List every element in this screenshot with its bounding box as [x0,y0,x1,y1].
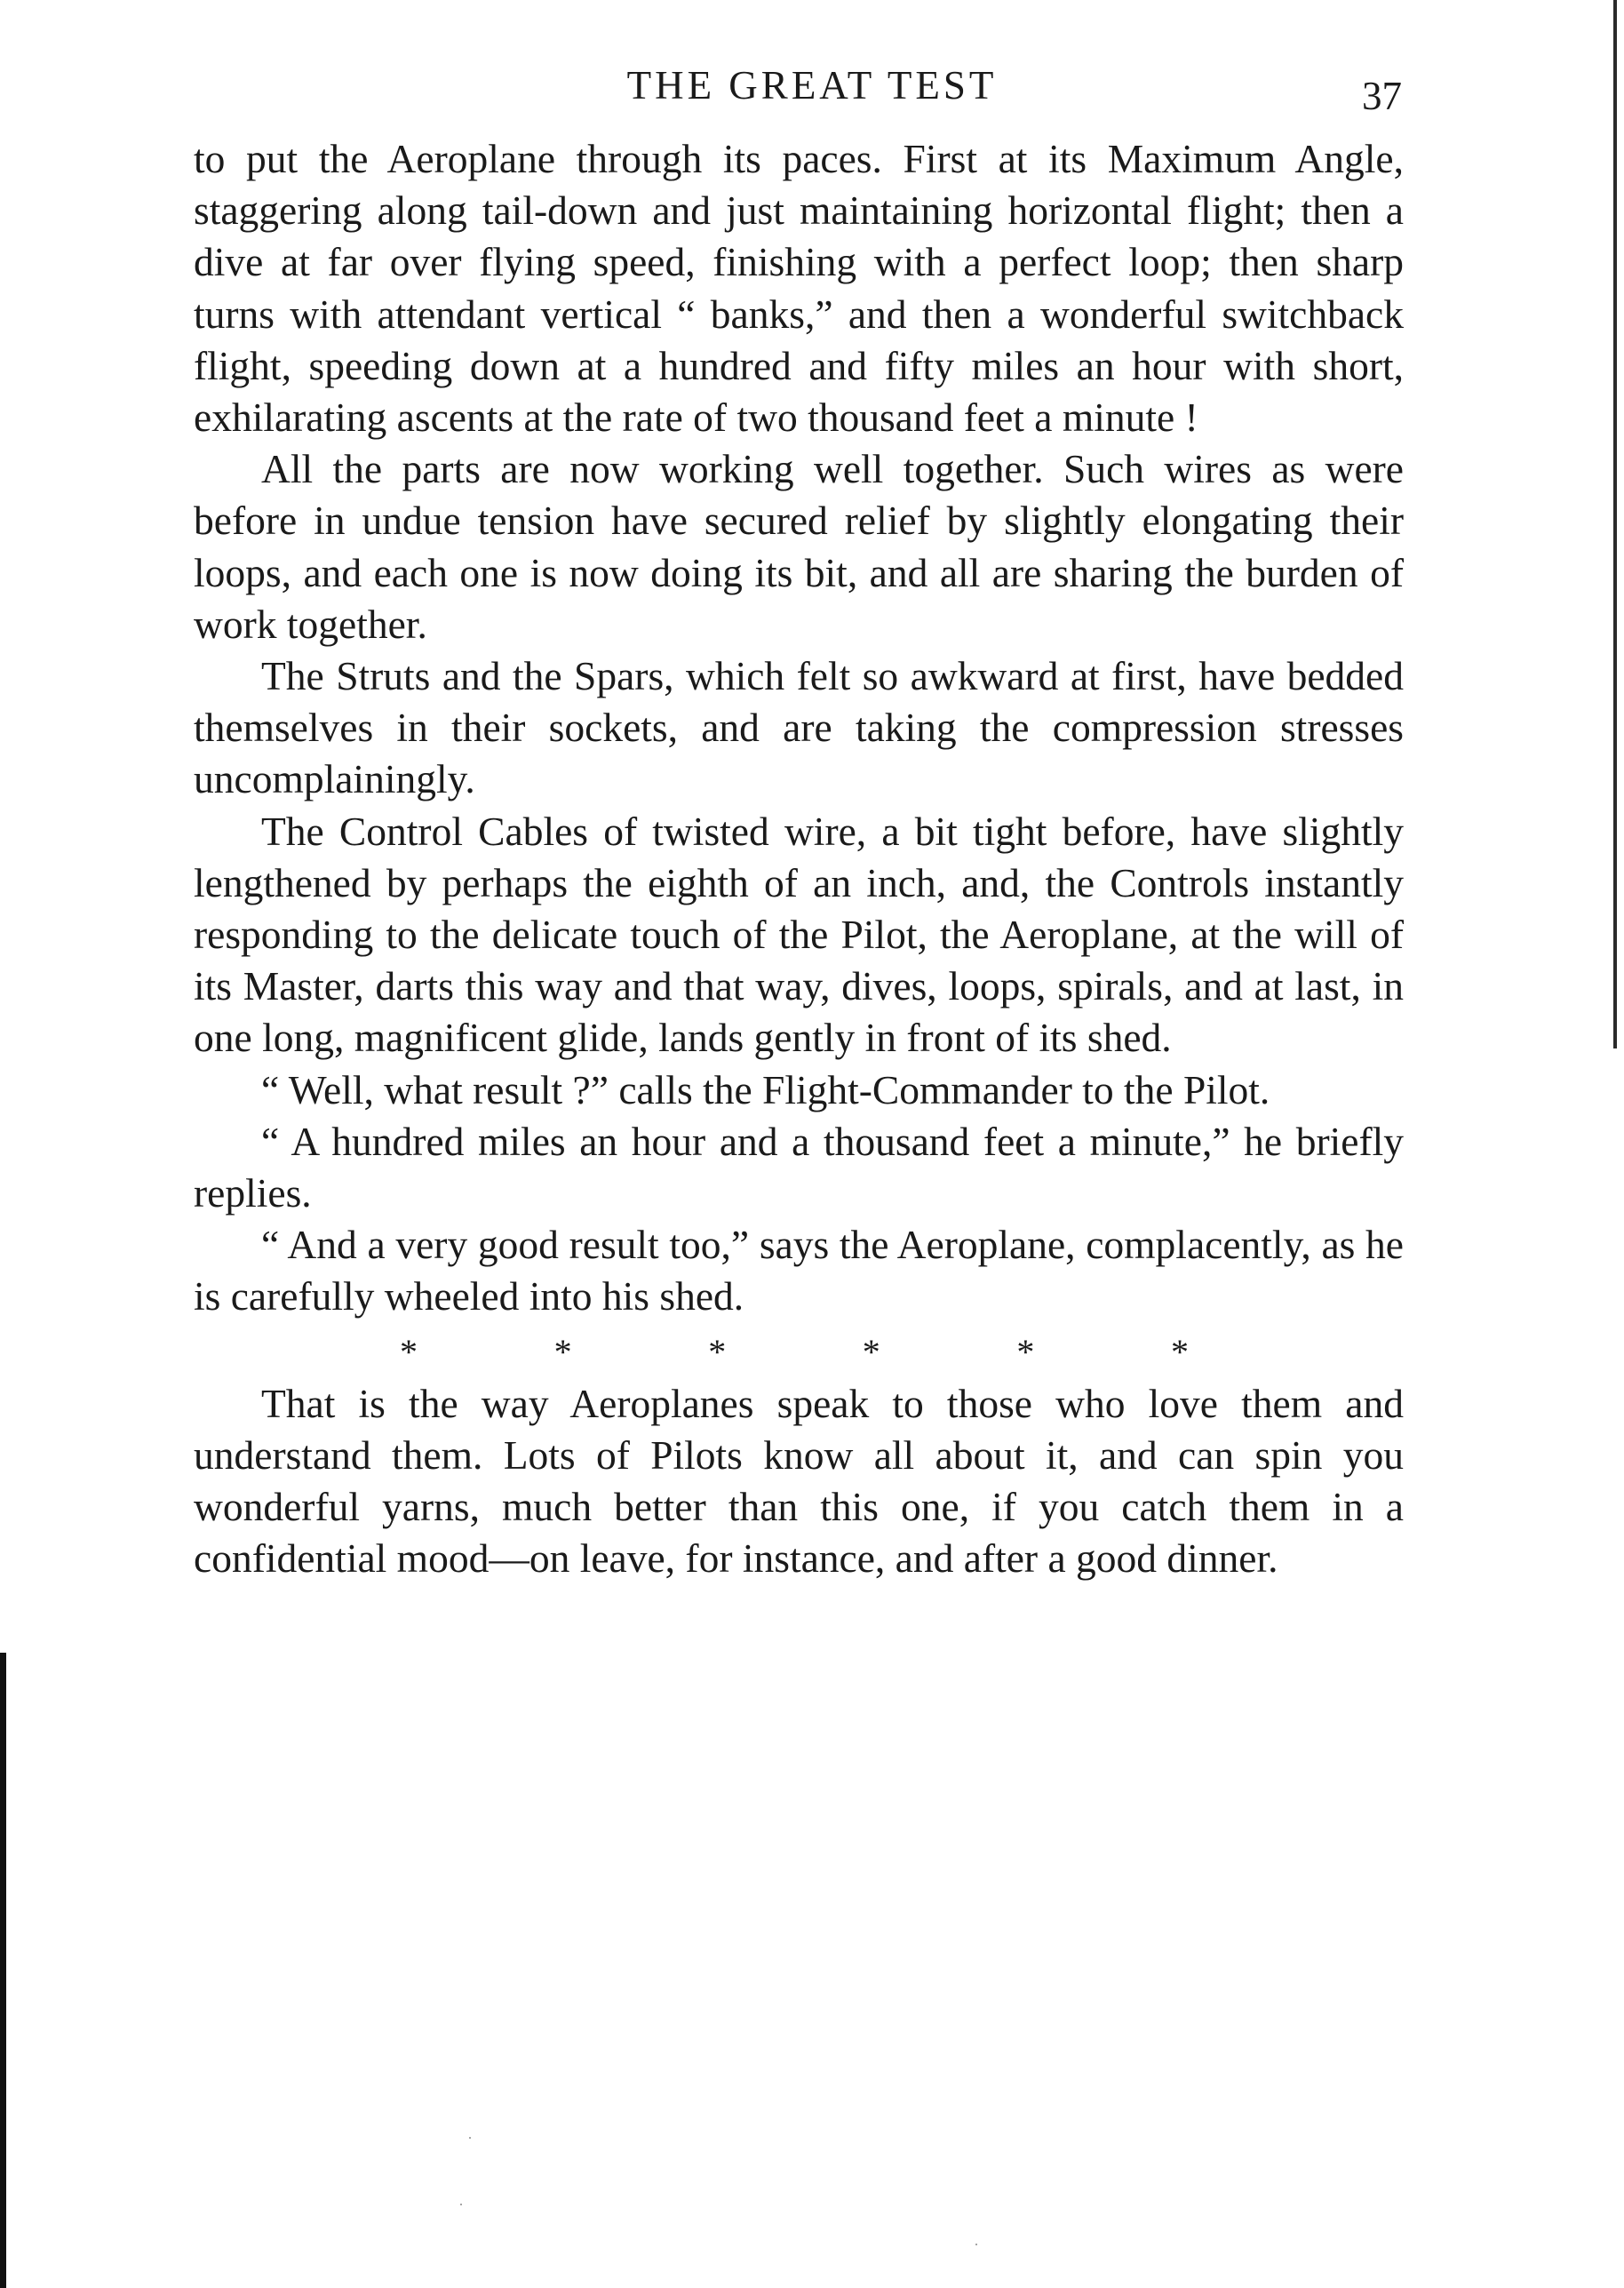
paragraph: The Struts and the Spars, which felt so awkward at first, have bedded themselves in their sockets, and are taking the compression stresses uncomplainingly. [194,653,1404,802]
paragraph: All the parts are now working well together. Such wires as were before in undue tension have secured relief by slightly elongating their loops, and each one is now doing its bit, and all are sharing the burden of work together. [194,446,1404,647]
scan-speck [469,2137,471,2139]
asterisk: * [553,1331,572,1372]
asterisk: * [400,1331,418,1372]
scan-speck [975,2244,977,2245]
paragraph: “ A hundred miles an hour and a thousand feet a minute,” he briefly replies. [194,1118,1404,1216]
asterisk: * [1170,1331,1189,1372]
section-separator [400,1327,1189,1378]
paragraph: “ And a very good result too,” says the Aeroplane, complacently, as he is carefully wheeled into his shed. [194,1222,1404,1319]
paragraph: The Control Cables of twisted wire, a bit tight before, have slightly lengthened by perhaps the eighth of an inch, and, the Controls instantly responding to the delicate touch of the Pilot, the Aeroplane, at the will of its Master, darts this way and that way, dives, loops, spirals, and at last, in one long, magnificent glide, lands gently in front of its shed. [194,808,1404,1061]
asterisk: * [708,1331,727,1372]
binding-edge-left [0,1653,6,2288]
binding-edge-right [1613,0,1617,1048]
paragraph: “ Well, what result ?” calls the Flight-Commander to the Pilot. [261,1066,1270,1112]
closing-paragraph: That is the way Aeroplanes speak to those who love them and understand them. Lots of Pilots know all about it, and can spin you wonderful yarns, much better than this one, if you catch them in a confidential mood—on leave, for instance, and after a good dinner. [194,1380,1404,1582]
running-title: THE GREAT TEST [626,63,998,108]
paragraph: to put the Aeroplane through its paces. First at its Maximum Angle, staggering along tail-down and just maintaining horizontal flight; then a dive at far over flying speed, finishing with a perfect loop; then sharp turns with attendant vertical “ banks,” and then a wonderful switchback flight, speeding down at a hundred and fifty miles an hour with short, exhilarating ascents at the rate of two thousand feet a minute ! [194,136,1404,441]
page-number: 37 [1362,74,1402,118]
asterisk: * [1016,1331,1035,1372]
asterisk: * [862,1331,880,1372]
body-text [194,133,1404,1584]
running-head [0,62,1624,116]
scan-speck [460,2204,462,2205]
